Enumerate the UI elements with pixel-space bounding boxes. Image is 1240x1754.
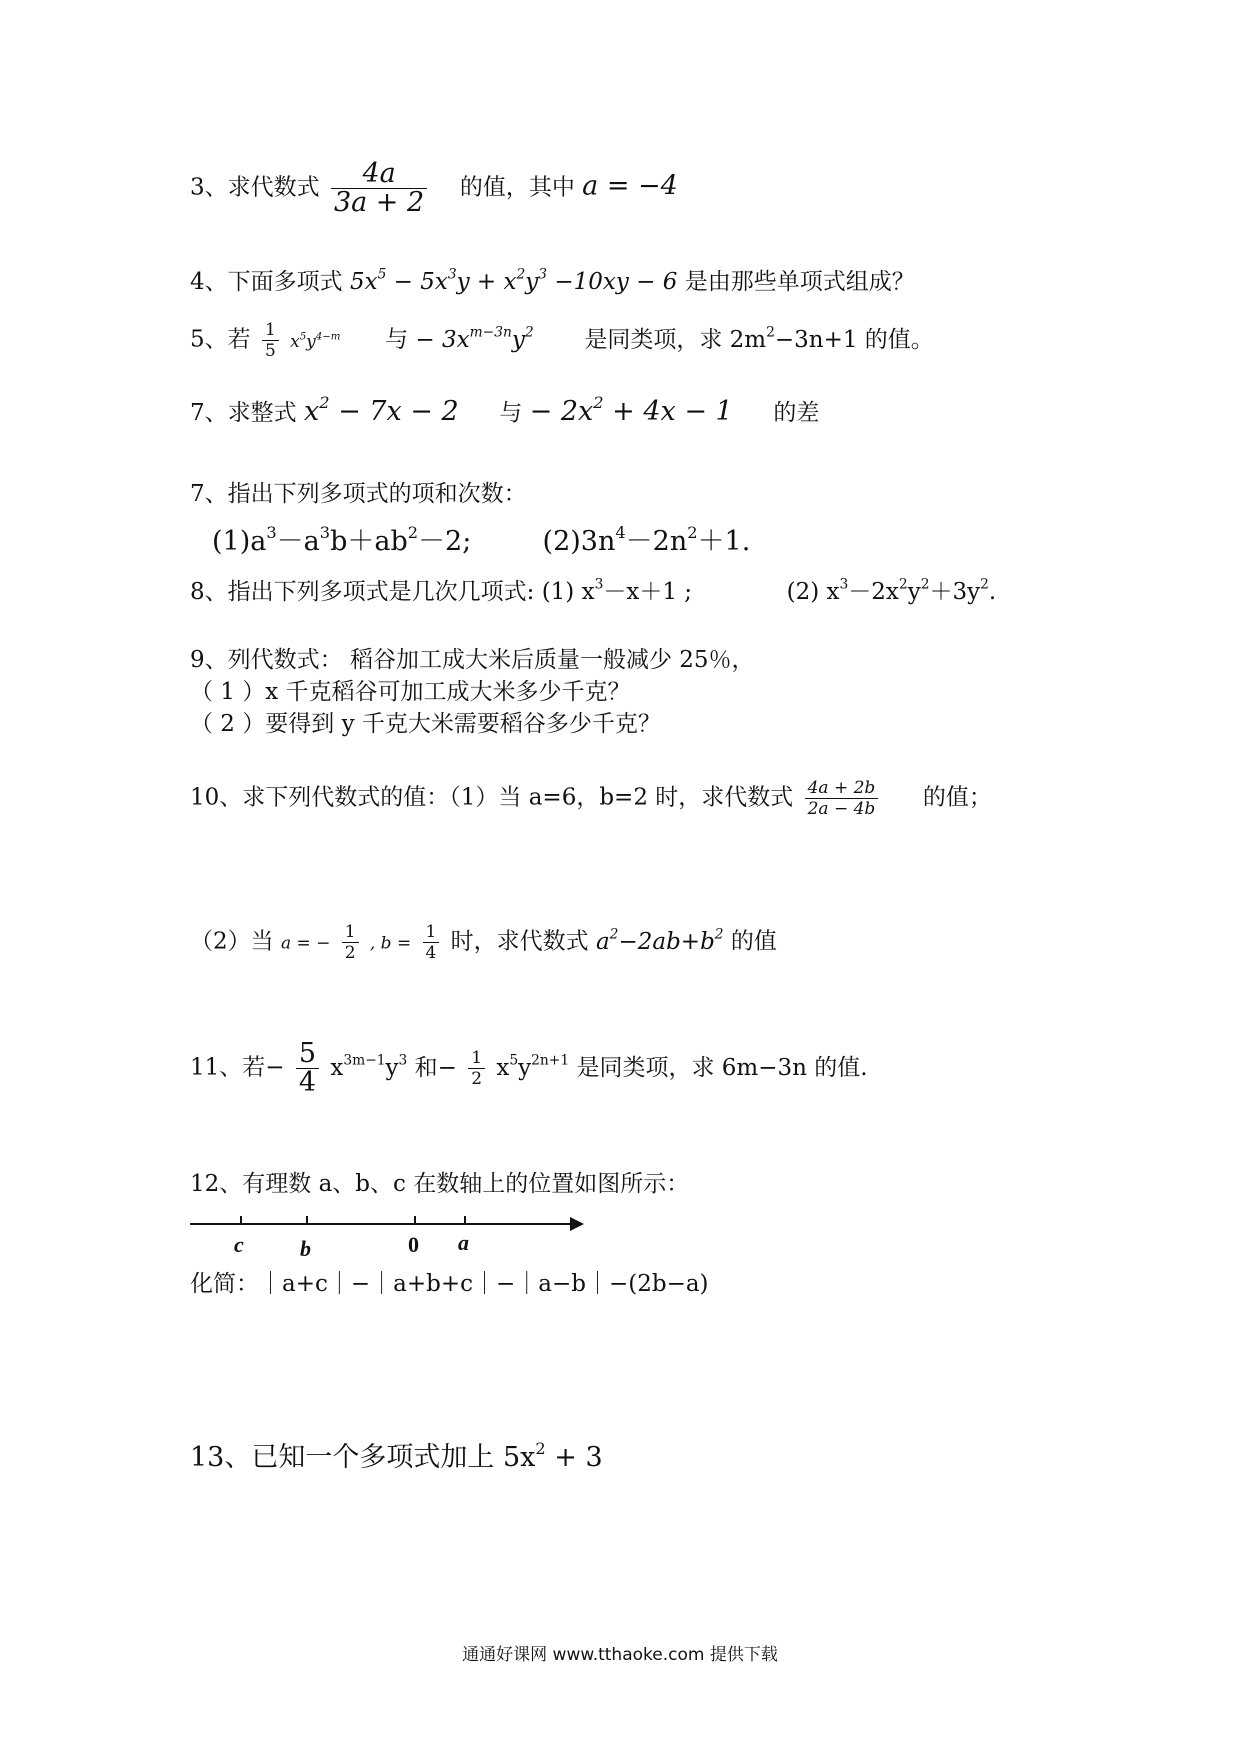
q11-prefix: 11、若− bbox=[190, 1054, 285, 1081]
q4-suffix: 是由那些单项式组成？ bbox=[684, 269, 915, 295]
question-9-line-2: （ 2 ）要得到 y 千克大米需要稻谷多少千克？ bbox=[190, 711, 661, 737]
q10-fraction bbox=[805, 778, 879, 819]
q10-f1-den: 2 bbox=[344, 943, 356, 963]
question-5 bbox=[190, 320, 934, 361]
page-footer: 通通好课网 www.tthaoke.com 提供下载 bbox=[462, 1645, 778, 1665]
q8-poly-2: (2) $x^3-2x^2y^2+3y^2$. bbox=[786, 576, 997, 605]
q7a-expr-1: $x^2 - 7x - 2$ bbox=[303, 392, 459, 427]
q5-prefix: 5、若 bbox=[190, 326, 251, 353]
question-9-line-1: （ 1 ）x 千克稻谷可加工成大米多少千克？ bbox=[190, 679, 631, 705]
q3-suffix: 的值，其中 bbox=[459, 174, 575, 201]
number-line-label-0: 0 bbox=[408, 1232, 419, 1257]
q10-p2-prefix: （2）当 bbox=[190, 928, 274, 955]
q10-p2-expr: $a^2-2ab+b^2$ bbox=[595, 926, 724, 955]
q10-suffix: 的值； bbox=[922, 784, 992, 811]
q10-numerator: 4a + 2b bbox=[805, 778, 879, 799]
q11-f2-num: 1 bbox=[468, 1048, 485, 1069]
q10-p2-mid: 时，求代数式 bbox=[450, 928, 589, 955]
q11-fraction-2 bbox=[468, 1048, 485, 1089]
q11-term-1: $x^{3m-1}y^3$ 和− bbox=[330, 1052, 457, 1081]
q10-f2-num: 1 bbox=[423, 922, 440, 943]
q11-f1-num: 5 bbox=[296, 1040, 319, 1069]
q7b-poly-1: $(1)a^3-a^3b+ab^2-2$; bbox=[212, 522, 472, 557]
q5-term-2: − $3x^{m-3n}y^2$ bbox=[415, 324, 534, 353]
q7a-suffix: 的差 bbox=[773, 400, 820, 426]
number-line-label-b: b bbox=[300, 1236, 311, 1261]
q5-mid: 与 bbox=[385, 326, 409, 353]
question-3 bbox=[190, 160, 678, 217]
question-12-simplify: 化简：｜a+c｜−｜a+b+c｜−｜a−b｜−(2b−a) bbox=[190, 1271, 709, 1297]
q10-p2-a: a = − bbox=[280, 933, 331, 954]
q4-prefix: 4、下面多项式 bbox=[190, 269, 343, 295]
number-line-arrow bbox=[570, 1217, 584, 1231]
q3-numerator: 4a bbox=[331, 160, 427, 189]
q4-polynomial: $5x^5 - 5x^3y + x^2y^3 -10xy - 6$ bbox=[349, 266, 678, 295]
q10-denominator: 2a − 4b bbox=[807, 799, 876, 819]
number-line-label-c: c bbox=[234, 1232, 244, 1257]
question-7b-polynomials bbox=[212, 522, 751, 557]
q11-f2-den: 2 bbox=[471, 1069, 483, 1089]
q7a-prefix: 7、求整式 bbox=[190, 400, 297, 426]
question-10 bbox=[190, 778, 992, 819]
q8-text: 8、指出下列多项式是几次几项式: (1) $x^3-x+1$ ; bbox=[190, 576, 693, 605]
q11-fraction-1 bbox=[296, 1040, 319, 1097]
question-4 bbox=[190, 268, 915, 296]
q10-prefix: 10、求下列代数式的值：（1）当 a=6，b=2 时，求代数式 bbox=[190, 784, 794, 811]
q5-suffix: 是同类项，求 $2m^2-3n+1$ 的值。 bbox=[584, 324, 934, 353]
question-7b-title: 7、指出下列多项式的项和次数： bbox=[190, 481, 527, 507]
q3-condition: a = −4 bbox=[582, 170, 678, 202]
q3-fraction bbox=[331, 160, 427, 217]
question-11 bbox=[190, 1040, 868, 1097]
q10-f2-den: 4 bbox=[425, 943, 437, 963]
question-8 bbox=[190, 578, 996, 606]
number-line-label-a: a bbox=[458, 1230, 469, 1255]
q3-denominator: 3a + 2 bbox=[333, 187, 425, 218]
q5-numerator: 1 bbox=[262, 320, 279, 341]
q10-p2-frac-1 bbox=[342, 922, 359, 963]
question-7a bbox=[190, 392, 820, 427]
q7a-mid: 与 bbox=[499, 400, 523, 426]
q11-f1-den: 4 bbox=[298, 1067, 317, 1098]
question-13: 13、已知一个多项式加上 $5x^2 + 3$ bbox=[190, 1438, 603, 1473]
q7a-expr-2: − $2x^2 + 4x - 1$ bbox=[529, 392, 733, 427]
q5-term-1: $x^5y^{4-m}$ bbox=[290, 330, 341, 352]
q3-prefix: 3、求代数式 bbox=[190, 174, 320, 201]
q7b-poly-2: $(2)3n^4-2n^2+1$. bbox=[542, 522, 751, 557]
q10-f1-num: 1 bbox=[342, 922, 359, 943]
question-9-title: 9、列代数式： 稻谷加工成大米后质量一般减少 25％， bbox=[190, 647, 755, 673]
q10-p2-b: , b = bbox=[369, 933, 412, 954]
q10-p2-suffix: 的值 bbox=[730, 928, 777, 955]
q10-p2-frac-2 bbox=[423, 922, 440, 963]
question-10-part-2 bbox=[190, 922, 777, 963]
q5-fraction bbox=[262, 320, 279, 361]
q5-denominator: 5 bbox=[264, 341, 276, 361]
q11-term-2: $x^5y^{2n+1}$ 是同类项，求 6m−3n 的值. bbox=[496, 1052, 868, 1081]
question-12-title: 12、有理数 a、b、c 在数轴上的位置如图所示： bbox=[190, 1171, 690, 1197]
